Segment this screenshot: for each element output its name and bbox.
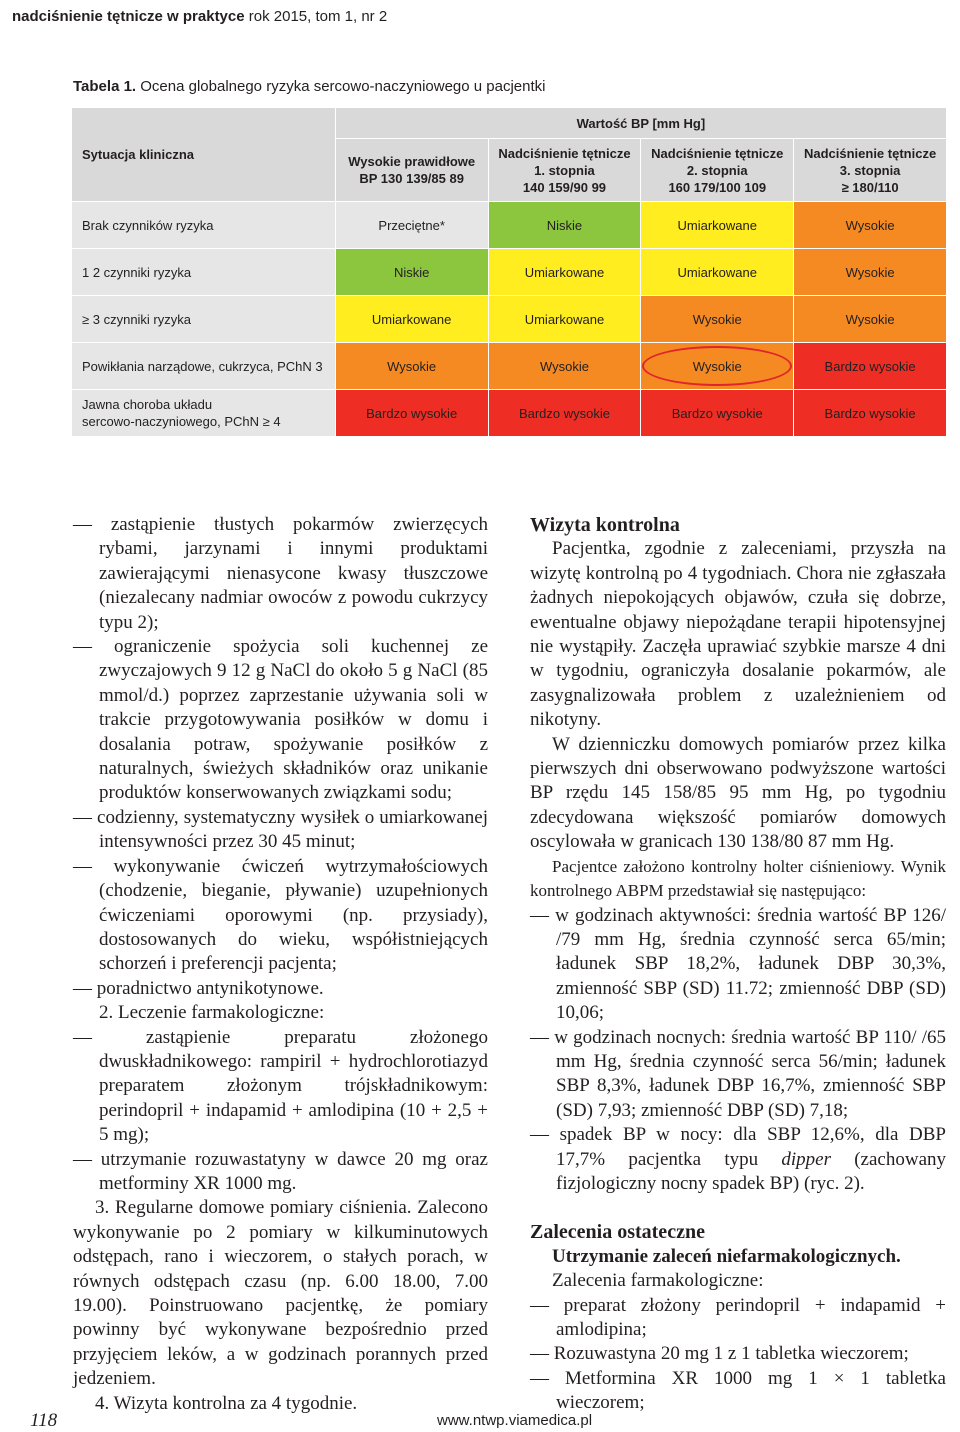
section-heading-final: Zalecenia ostateczne — [530, 1221, 705, 1244]
row-label: Brak czynników ryzyka — [72, 202, 336, 249]
highlighted-risk-text: Wysokie — [692, 358, 742, 374]
risk-cell: Wysokie — [641, 296, 794, 343]
list-item-text: wykonywanie ćwiczeń wytrzymałościowych (chodzenie, bieganie, pływanie) uzupełnionych ćwiczeniami oporowymi (np. przysiady), dostosowanych do wieku, współistniejących schorzeń i preferencji pacjenta; — [92, 855, 488, 975]
header-col-3-line3: 160 179/100 109 — [668, 179, 767, 195]
table-header-row — [72, 108, 947, 139]
pharma-label: Zalecenia farmakologiczne: — [552, 1270, 764, 1292]
list-item: — w godzinach nocnych: średnia wartość BP 110/ /65 mm Hg, średnia czynność serca 56/min; ładunek SBP 8,3%, ładunek DBP 16,7%, zmienność SBP (SD) 7,93; zmienność DBP (SD) 7,18; — [530, 1026, 946, 1121]
list-item-text: w godzinach nocnych: średnia wartość BP 110/ /65 mm Hg, średnia czynność serca 56/min; ładunek SBP 8,3%, ładunek DBP 16,7%, zmienność SBP (SD) 7,93; zmienność DBP (SD) 7,18; — [549, 1026, 946, 1121]
list-item: — poradnictwo antynikotynowe. — [73, 977, 324, 999]
header-col-3 — [641, 139, 794, 202]
section-heading-follow-up: Wizyta kontrolna — [530, 514, 680, 536]
table-row — [72, 296, 947, 343]
paragraph: W dzienniczku domowych pomiarów przez kilka pierwszych dni obserwowano podwyższone wartości BP rzędu 145 158/85 95 mm Hg, po tygodniu zdecydowana większość pomiarów domowych oscylowała w granicach 130 138/80 87 mm Hg. — [530, 733, 946, 853]
row-label: 1 2 czynniki ryzyka — [72, 249, 336, 296]
list-item-text: utrzymanie rozuwastatyny w dawce 20 mg oraz metforminy XR 1000 mg. — [92, 1148, 488, 1194]
row-label-line2: sercowo-naczyniowego, PChN ≥ 4 — [82, 414, 281, 429]
list-item-text: codzienny, systematyczny wysiłek o umiarkowanej intensywności przez 30 45 minut; — [92, 806, 488, 853]
header-col-3-line2: 2. stopnia — [686, 162, 748, 178]
header-col-2-line1: Nadciśnienie tętnicze — [498, 145, 631, 161]
table-caption — [73, 78, 546, 95]
header-col-4-line1: Nadciśnienie tętnicze — [803, 145, 937, 161]
risk-cell: Wysokie — [794, 202, 947, 249]
risk-cell: Niskie — [488, 202, 641, 249]
list-item-text: Metformina XR 1000 mg 1 × 1 tabletka wieczorem; — [549, 1367, 946, 1414]
table-caption-text: Ocena globalnego ryzyka sercowo-naczyniowego u pacjentki — [136, 78, 546, 95]
risk-cell: Bardzo wysokie — [335, 390, 488, 437]
point-4: 4. Wizyta kontrolna za 4 tygodnie. — [95, 1392, 358, 1414]
page-number: 118 — [30, 1410, 58, 1431]
header-bp-group: Wartość BP [mm Hg] — [335, 108, 946, 139]
journal-url[interactable]: www.ntwp.viamedica.pl — [437, 1412, 593, 1429]
header-col-1-line1: Wysokie prawidłowe — [348, 154, 476, 169]
list-item: — wykonywanie ćwiczeń wytrzymałościowych (chodzenie, bieganie, pływanie) uzupełnionych ćwiczeniami oporowymi (np. przysiady), dostosowanych do wieku, współistniejących schorzeń i preferencji pacjenta; — [73, 855, 488, 975]
header-col-4 — [794, 139, 947, 202]
risk-cell: Umiarkowane — [641, 249, 794, 296]
header-col-1 — [335, 139, 488, 202]
row-label: Powikłania narządowe, cukrzyca, PChN 3 — [72, 343, 336, 390]
list-item: — zastąpienie tłustych pokarmów zwierzęcych rybami, jarzynami i innymi produktami zawierającymi nienasycone kwasy tłuszczowe (niezalecany nadmiar owoców z powodu cukrzycy typu 2); — [73, 514, 488, 633]
list-item: — zastąpienie preparatu złożonego dwuskładnikowego: rampiril + hydrochlorotiazyd preparatem złożonym trójskładnikowym: perindopril + indapamid + amlodipina (10 + 2,5 + 5 mg); — [73, 1026, 488, 1146]
list-item-text: zastąpienie tłustych pokarmów zwierzęcych rybami, jarzynami i innymi produktami zawierającymi nienasycone kwasy tłuszczowe (niezalecany nadmiar owoców z powodu cukrzycy typu 2); — [92, 514, 488, 633]
row-label-line1: Jawna choroba układu — [82, 397, 213, 412]
table-caption-label: Tabela 1. — [73, 78, 137, 95]
list-item-text: preparat złożony perindopril + indapamid + amlodipina; — [549, 1294, 946, 1340]
list-item: — Rozuwastyna 20 mg 1 z 1 tabletka wieczorem; — [530, 1343, 909, 1365]
highlight-circle — [642, 346, 792, 386]
point-3: 3. Regularne domowe pomiary ciśnienia. Zalecono wykonywanie po 2 pomiary w kilkuminutowych odstępach, rano i wieczorem, o stałych porach, w równych odstępach czasu (np. 6.00 18.00, 7.00 19.00). Poinstruowano pacjentkę, że pomiary powinny być wykonywane bezpośrednio przed przyjęciem leków, a w godzinach porannych przed jedzeniem. — [73, 1197, 488, 1390]
header-col-2 — [488, 139, 641, 202]
running-head — [12, 8, 387, 25]
risk-cell: Umiarkowane — [641, 202, 794, 249]
list-item-text: spadek BP w nocy: dla SBP 12,6%, dla DBP 17,7% pacjentka typu — [549, 1124, 946, 1170]
left-text-column — [73, 513, 488, 1416]
risk-cell: Wysokie — [335, 343, 488, 390]
right-text-column — [530, 513, 946, 1416]
risk-cell: Bardzo wysokie — [641, 390, 794, 437]
table-row — [72, 390, 947, 437]
table-row — [72, 202, 947, 249]
list-item: — preparat złożony perindopril + indapamid + amlodipina; — [530, 1294, 946, 1340]
list-item-text-end: (zachowany fizjologiczny nocny spadek BP) (ryc. 2). — [556, 1148, 947, 1194]
list-item-text: w godzinach aktywności: średnia wartość BP 126/ /79 mm Hg, średnia czynność serca 65/min; ładunek SBP 18,2%, ładunek DBP 30,3%, zmienność SBP (SD) 11.72; zmienność DBP (SD) 10,06; — [549, 904, 946, 1024]
header-col-2-line3: 140 159/90 99 — [522, 179, 607, 195]
risk-cell: Wysokie — [794, 296, 947, 343]
header-col-1-line2: BP 130 139/85 89 — [359, 171, 464, 186]
risk-cell: Bardzo wysokie — [794, 390, 947, 437]
header-col-4-line2: 3. stopnia — [839, 162, 901, 178]
risk-cell: Umiarkowane — [488, 249, 641, 296]
table-row — [72, 249, 947, 296]
list-item: — codzienny, systematyczny wysiłek o umiarkowanej intensywności przez 30 45 minut; — [73, 806, 488, 853]
risk-cell: Bardzo wysokie — [794, 343, 947, 390]
row-label — [72, 390, 336, 437]
risk-cell: Przeciętne* — [335, 202, 488, 249]
list-item: — w godzinach aktywności: średnia wartość BP 126/ /79 mm Hg, średnia czynność serca 65/min; ładunek SBP 18,2%, ładunek DBP 30,3%, zmienność SBP (SD) 11.72; zmienność DBP (SD) 10,06; — [530, 904, 946, 1024]
header-situation: Sytuacja kliniczna — [72, 108, 336, 202]
risk-cell: Niskie — [335, 249, 488, 296]
risk-table — [71, 107, 947, 437]
list-item: — utrzymanie rozuwastatyny w dawce 20 mg oraz metforminy XR 1000 mg. — [73, 1148, 488, 1194]
risk-cell-highlighted — [641, 343, 794, 390]
list-item-text: poradnictwo antynikotynowe. — [92, 977, 324, 999]
list-item-text: ograniczenie spożycia soli kuchennej ze zwyczajowych 9 12 g NaCl do około 5 g NaCl (85 mmol/d.) poprzez zaprzestanie używania soli w trakcie przygotowywania posiłków w domu i dosalania potraw, spożywanie posiłków z naturalnych, świeżych składników oraz unikanie produktów konserwowanych związkami sodu; — [92, 636, 488, 804]
risk-cell: Wysokie — [794, 249, 947, 296]
header-col-4-line3: ≥ 180/110 — [841, 179, 899, 195]
list-item: — spadek BP w nocy: dla SBP 12,6%, dla DBP 17,7% pacjentka typu dipper (zachowany fizjologiczny nocny spadek BP) (ryc. 2). — [530, 1124, 947, 1194]
journal-title: nadciśnienie tętnicze w praktyce — [12, 8, 245, 25]
point-2: 2. Leczenie farmakologiczne: — [99, 1002, 325, 1024]
row-label: ≥ 3 czynniki ryzyka — [72, 296, 336, 343]
risk-cell: Bardzo wysokie — [488, 390, 641, 437]
list-item-text: Rozuwastyna 20 mg 1 z 1 tabletka wieczorem; — [549, 1343, 909, 1365]
list-item-text: zastąpienie preparatu złożonego dwuskładnikowego: rampiril + hydrochlorotiazyd preparatem złożonym trójskładnikowym: perindopril + indapamid + amlodipina (10 + 2,5 + 5 mg); — [92, 1026, 488, 1146]
paragraph: Pacjentka, zgodnie z zaleceniami, przyszła na wizytę kontrolną po 4 tygodniach. Chora nie zgłaszała żadnych niepokojących objawów, czuła się dobrze, ewentualne objawy niepożądane terapii hipotensyjnej nie wystąpiły. Zaczęła uprawiać szybkie marsze 4 dni w tygodniu, ograniczyła dosalanie pokarmów, ale zasygnalizowała problem z uzależnieniem od nikotyny. — [530, 538, 946, 731]
subsection-heading: Utrzymanie zaleceń niefarmakologicznych. — [552, 1245, 901, 1267]
list-item: — ograniczenie spożycia soli kuchennej ze zwyczajowych 9 12 g NaCl do około 5 g NaCl (85 mmol/d.) poprzez zaprzestanie używania soli w trakcie przygotowywania posiłków w domu i dosalania potraw, spożywanie posiłków z naturalnych, świeżych składników oraz unikanie produktów konserwowanych związkami sodu; — [73, 636, 488, 804]
journal-issue: rok 2015, tom 1, nr 2 — [244, 8, 388, 25]
risk-cell: Umiarkowane — [488, 296, 641, 343]
risk-cell: Wysokie — [488, 343, 641, 390]
list-item: — Metformina XR 1000 mg 1 × 1 tabletka wieczorem; — [530, 1367, 946, 1414]
header-col-2-line2: 1. stopnia — [534, 162, 595, 178]
paragraph: Pacjentce założono kontrolny holter ciśnieniowy. Wynik kontrolnego ABPM przedstawiał się następująco: — [530, 856, 946, 901]
header-col-3-line1: Nadciśnienie tętnicze — [651, 145, 784, 161]
table-row — [72, 343, 947, 390]
risk-cell: Umiarkowane — [335, 296, 488, 343]
spacer — [530, 1196, 946, 1220]
dipper-term: dipper — [781, 1148, 831, 1170]
